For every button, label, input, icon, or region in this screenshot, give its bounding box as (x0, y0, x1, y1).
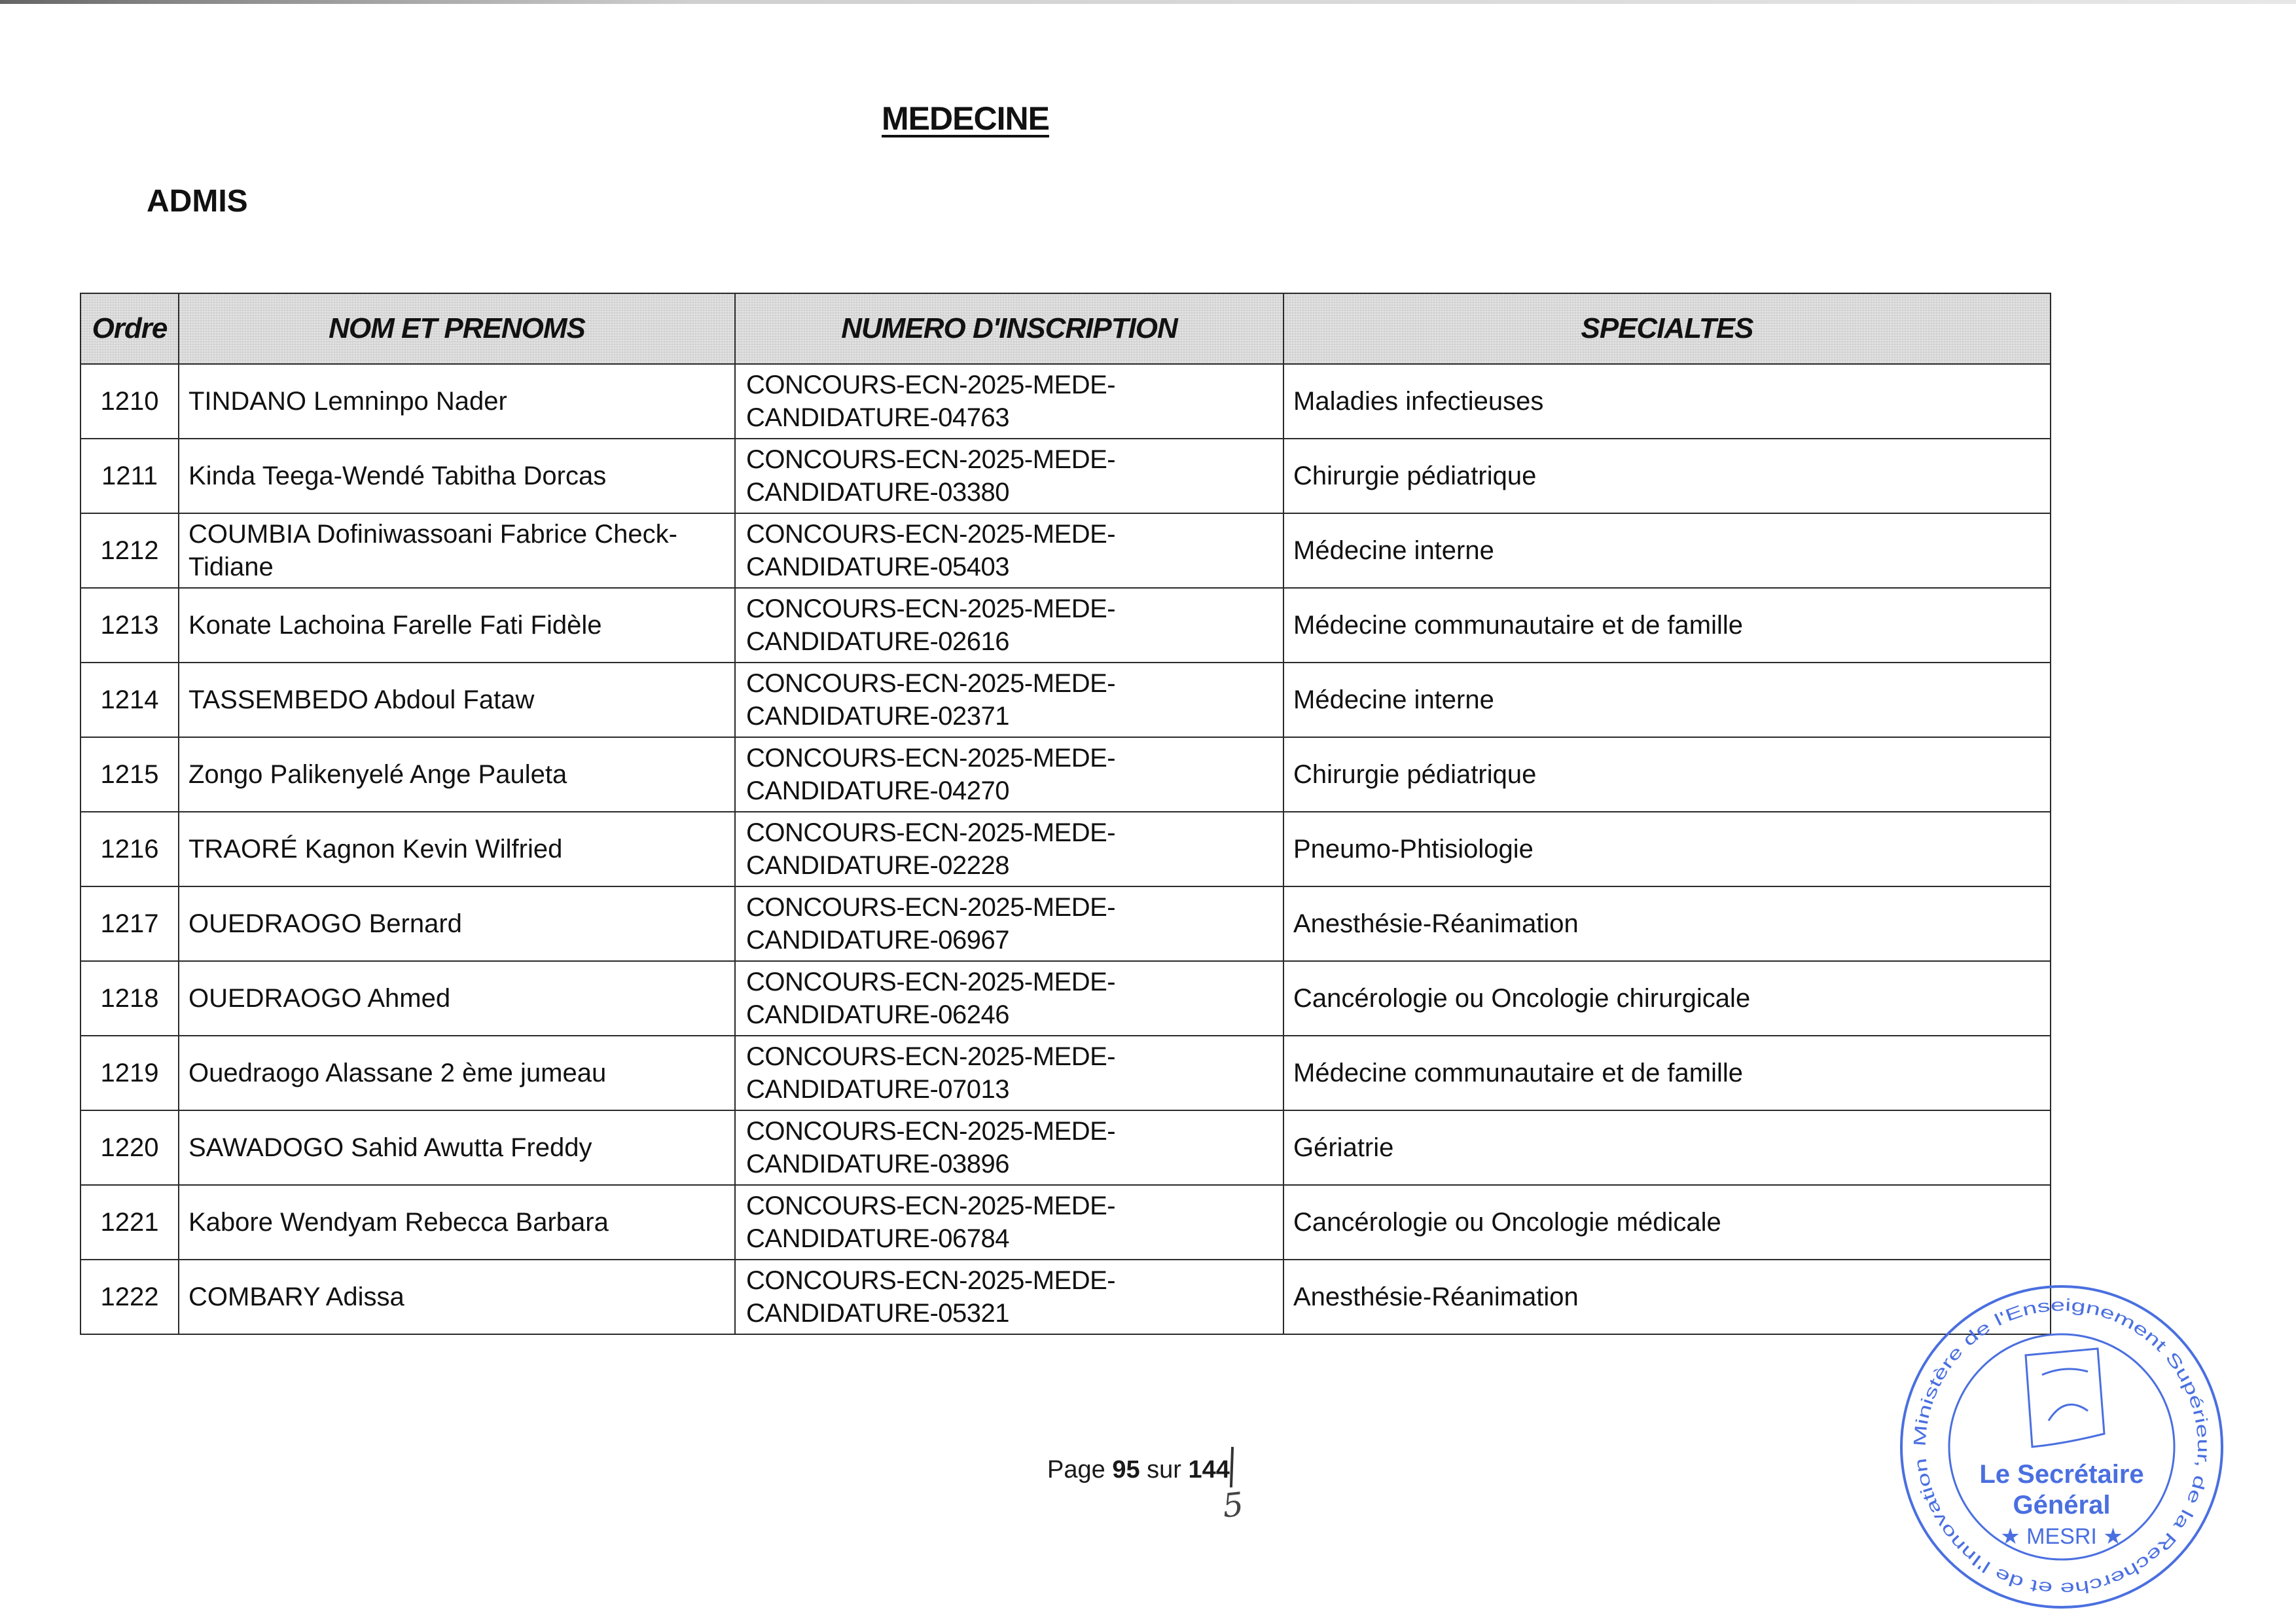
cell-specialite-specialite: Chirurgie pédiatrique (1293, 462, 1537, 490)
cell-ordre (81, 588, 179, 663)
scan-edge-artifact (0, 0, 2296, 4)
cell-numero-content (736, 816, 1283, 882)
stamp-acronym-line (2000, 1524, 2123, 1549)
cell-ordre-content (81, 833, 178, 865)
header-row (81, 293, 2051, 364)
cell-specialite-specialite: Anesthésie-Réanimation (1293, 909, 1579, 938)
header-specialite: SPECIALTES (1283, 293, 2051, 364)
cell-ordre-ordre: 1214 (100, 685, 159, 714)
cell-nom-nom: Konate Lachoina Farelle Fati Fidèle (188, 611, 602, 640)
cell-specialite (1283, 1185, 2051, 1260)
cell-numero (735, 812, 1283, 886)
cell-numero (735, 886, 1283, 961)
cell-nom-content (179, 1206, 734, 1239)
cell-ordre-ordre: 1220 (100, 1133, 159, 1162)
stamp-title-line2: Général (2013, 1491, 2111, 1520)
cell-numero (735, 1260, 1283, 1334)
cell-ordre-content (81, 982, 178, 1015)
official-stamp (1898, 1283, 2225, 1611)
cell-specialite-specialite: Médecine communautaire et de famille (1293, 611, 1744, 640)
cell-specialite (1283, 1036, 2051, 1110)
stamp-ring-text (1909, 1295, 2214, 1599)
cell-ordre-content (81, 385, 178, 418)
cell-ordre-content (81, 460, 178, 492)
cell-numero-content (736, 891, 1283, 956)
cell-ordre-ordre: 1221 (100, 1208, 159, 1237)
cell-specialite (1283, 513, 2051, 588)
cell-specialite (1283, 737, 2051, 812)
cell-nom (179, 1185, 735, 1260)
cell-specialite-specialite: Médecine interne (1293, 685, 1494, 714)
cell-numero-numero-line1: CONCOURS-ECN-2025-MEDE- (746, 1266, 1116, 1295)
cell-specialite-content (1284, 385, 2050, 418)
stamp-star-right-icon: ★ (2096, 1524, 2123, 1549)
cell-specialite (1283, 1110, 2051, 1185)
cell-numero-content (736, 369, 1283, 434)
cell-specialite (1283, 961, 2051, 1036)
cell-specialite-specialite: Chirurgie pédiatrique (1293, 760, 1537, 789)
cell-nom-nom: COUMBIA Dofiniwassoani Fabrice Check-Tidiane (188, 520, 677, 581)
cell-ordre-ordre: 1222 (100, 1283, 159, 1311)
cell-nom-nom: Kinda Teega-Wendé Tabitha Dorcas (188, 462, 607, 490)
cell-nom (179, 1036, 735, 1110)
cell-nom-content (179, 982, 734, 1015)
cell-ordre (81, 364, 179, 439)
cell-ordre-content (81, 1281, 178, 1313)
cell-nom (179, 1110, 735, 1185)
cell-specialite (1283, 588, 2051, 663)
cell-nom (179, 439, 735, 513)
cell-ordre (81, 886, 179, 961)
cell-numero-content (736, 667, 1283, 733)
cell-numero-numero-line1: CONCOURS-ECN-2025-MEDE- (746, 1192, 1116, 1220)
cell-numero-numero-line1: CONCOURS-ECN-2025-MEDE- (746, 520, 1116, 549)
cell-ordre-content (81, 683, 178, 716)
page-label: Page (1047, 1456, 1105, 1484)
cell-ordre-ordre: 1211 (101, 462, 158, 490)
cell-nom-content (179, 385, 734, 418)
cell-numero-numero-line2: CANDIDATURE-04763 (746, 403, 1009, 432)
page-current: 95 (1112, 1456, 1140, 1484)
cell-numero-numero-line2: CANDIDATURE-02228 (746, 851, 1009, 880)
section-heading: ADMIS (147, 184, 248, 219)
cell-ordre (81, 1185, 179, 1260)
cell-specialite-content (1284, 609, 2050, 642)
handwritten-strike-mark (1230, 1447, 1234, 1487)
cell-specialite-content (1284, 534, 2050, 567)
table-row (81, 439, 2051, 513)
table-row (81, 1036, 2051, 1110)
cell-numero-numero-line2: CANDIDATURE-02616 (746, 627, 1009, 656)
cell-nom-nom: TRAORÉ Kagnon Kevin Wilfried (188, 835, 563, 864)
cell-ordre-content (81, 1057, 178, 1089)
cell-specialite (1283, 886, 2051, 961)
cell-ordre-content (81, 609, 178, 642)
cell-specialite (1283, 663, 2051, 737)
cell-nom-content (179, 460, 734, 492)
page-number (1047, 1456, 1230, 1484)
header-ordre: Ordre (81, 293, 179, 364)
cell-specialite-specialite: Médecine interne (1293, 536, 1494, 565)
cell-nom (179, 1260, 735, 1334)
cell-nom-nom: TASSEMBEDO Abdoul Fataw (188, 685, 535, 714)
cell-numero-numero-line2: CANDIDATURE-05321 (746, 1299, 1009, 1328)
table-row (81, 513, 2051, 588)
header-nom: NOM ET PRENOMS (179, 293, 735, 364)
cell-specialite (1283, 439, 2051, 513)
cell-ordre-ordre: 1213 (100, 611, 159, 640)
cell-nom-content (179, 758, 734, 791)
cell-specialite-content (1284, 683, 2050, 716)
cell-numero-numero-line1: CONCOURS-ECN-2025-MEDE- (746, 818, 1116, 847)
table-row (81, 364, 2051, 439)
document-title (0, 100, 1931, 137)
cell-numero-numero-line1: CONCOURS-ECN-2025-MEDE- (746, 594, 1116, 623)
cell-numero-numero-line2: CANDIDATURE-07013 (746, 1075, 1009, 1104)
coat-of-arms-horse-icon (2049, 1404, 2088, 1421)
cell-numero-content (736, 1115, 1283, 1180)
cell-numero (735, 588, 1283, 663)
cell-ordre-ordre: 1218 (100, 984, 159, 1013)
cell-specialite (1283, 364, 2051, 439)
cell-nom (179, 886, 735, 961)
stamp-star-left-icon: ★ (2000, 1524, 2027, 1549)
cell-ordre-content (81, 1206, 178, 1239)
page-total: 144 (1188, 1456, 1230, 1484)
cell-nom-nom: Zongo Palikenyelé Ange Pauleta (188, 760, 567, 789)
cell-numero (735, 364, 1283, 439)
header-numero: NUMERO D'INSCRIPTION (735, 293, 1283, 364)
cell-ordre (81, 812, 179, 886)
cell-numero (735, 663, 1283, 737)
cell-numero-numero-line2: CANDIDATURE-06967 (746, 926, 1009, 955)
cell-nom (179, 513, 735, 588)
cell-numero-content (736, 742, 1283, 807)
cell-ordre-ordre: 1210 (100, 387, 159, 416)
cell-numero-numero-line2: CANDIDATURE-02371 (746, 702, 1009, 731)
cell-specialite-specialite: Maladies infectieuses (1293, 387, 1544, 416)
cell-numero-numero-line1: CONCOURS-ECN-2025-MEDE- (746, 893, 1116, 922)
table-row (81, 812, 2051, 886)
cell-ordre-ordre: 1215 (100, 760, 159, 789)
cell-ordre-content (81, 907, 178, 940)
cell-nom-nom: Ouedraogo Alassane 2 ème jumeau (188, 1059, 607, 1087)
cell-numero-numero-line1: CONCOURS-ECN-2025-MEDE- (746, 445, 1116, 474)
cell-nom-content (179, 907, 734, 940)
stamp-acronym: MESRI (2026, 1524, 2097, 1549)
cell-nom-nom: OUEDRAOGO Ahmed (188, 984, 451, 1013)
cell-numero-numero-line1: CONCOURS-ECN-2025-MEDE- (746, 968, 1116, 996)
stamp-ring-textpath: Ministère de l'Enseignement Supérieur, de la Recherche et de l'Innovation (1909, 1294, 2214, 1599)
cell-numero (735, 439, 1283, 513)
cell-specialite-content (1284, 1206, 2050, 1239)
cell-specialite-content (1284, 758, 2050, 791)
handwritten-correction: 5 (1221, 1485, 1246, 1525)
cell-ordre-ordre: 1216 (100, 835, 159, 864)
cell-ordre-ordre: 1212 (100, 536, 159, 565)
cell-ordre (81, 961, 179, 1036)
cell-numero (735, 1185, 1283, 1260)
cell-numero-numero-line2: CANDIDATURE-05403 (746, 553, 1009, 581)
coat-of-arms-shield-icon (2026, 1349, 2104, 1447)
cell-numero (735, 737, 1283, 812)
cell-ordre (81, 439, 179, 513)
cell-nom-nom: TINDANO Lemninpo Nader (188, 387, 507, 416)
cell-nom-content (179, 609, 734, 642)
cell-numero-content (736, 1040, 1283, 1106)
cell-numero (735, 1110, 1283, 1185)
table-row (81, 737, 2051, 812)
cell-numero (735, 961, 1283, 1036)
table-row (81, 663, 2051, 737)
cell-numero-numero-line1: CONCOURS-ECN-2025-MEDE- (746, 744, 1116, 773)
cell-nom (179, 812, 735, 886)
cell-nom-content (179, 1281, 734, 1313)
table-row (81, 1185, 2051, 1260)
cell-specialite (1283, 812, 2051, 886)
page-separator: sur (1147, 1456, 1181, 1484)
cell-specialite-specialite: Cancérologie ou Oncologie chirurgicale (1293, 984, 1751, 1013)
cell-ordre-content (81, 1131, 178, 1164)
cell-nom (179, 961, 735, 1036)
cell-specialite-content (1284, 1057, 2050, 1089)
table-row (81, 1110, 2051, 1185)
cell-nom (179, 588, 735, 663)
cell-nom-nom: OUEDRAOGO Bernard (188, 909, 462, 938)
cell-ordre-content (81, 758, 178, 791)
cell-numero-content (736, 966, 1283, 1031)
cell-ordre (81, 663, 179, 737)
table-body (81, 364, 2051, 1334)
cell-specialite-specialite: Anesthésie-Réanimation (1293, 1283, 1579, 1311)
coat-of-arms-banner-icon (2042, 1369, 2088, 1375)
cell-ordre (81, 1110, 179, 1185)
cell-specialite-content (1284, 907, 2050, 940)
cell-numero-numero-line1: CONCOURS-ECN-2025-MEDE- (746, 1117, 1116, 1146)
cell-numero-content (736, 592, 1283, 658)
cell-numero-numero-line1: CONCOURS-ECN-2025-MEDE- (746, 371, 1116, 399)
cell-numero-numero-line2: CANDIDATURE-04270 (746, 776, 1009, 805)
cell-ordre-ordre: 1219 (100, 1059, 159, 1087)
cell-ordre-ordre: 1217 (100, 909, 159, 938)
cell-numero (735, 513, 1283, 588)
cell-numero-numero-line1: CONCOURS-ECN-2025-MEDE- (746, 669, 1116, 698)
cell-nom-nom: COMBARY Adissa (188, 1283, 404, 1311)
cell-specialite-specialite: Gériatrie (1293, 1133, 1394, 1162)
cell-numero-content (736, 443, 1283, 509)
results-table (80, 293, 2051, 1335)
cell-specialite-specialite: Cancérologie ou Oncologie médicale (1293, 1208, 1721, 1237)
cell-ordre-content (81, 534, 178, 567)
cell-nom (179, 663, 735, 737)
cell-numero (735, 1036, 1283, 1110)
cell-specialite-content (1284, 833, 2050, 865)
cell-numero-numero-line2: CANDIDATURE-03380 (746, 478, 1009, 507)
cell-specialite-content (1284, 460, 2050, 492)
cell-specialite-content (1284, 1131, 2050, 1164)
table-header (81, 293, 2051, 364)
cell-numero-numero-line2: CANDIDATURE-03896 (746, 1150, 1009, 1178)
cell-nom-content (179, 1057, 734, 1089)
cell-numero-numero-line1: CONCOURS-ECN-2025-MEDE- (746, 1042, 1116, 1071)
cell-specialite-specialite: Pneumo-Phtisiologie (1293, 835, 1534, 864)
cell-ordre (81, 513, 179, 588)
cell-nom-content (179, 833, 734, 865)
table-row (81, 886, 2051, 961)
table-row (81, 961, 2051, 1036)
document-title-text: MEDECINE (882, 100, 1049, 137)
cell-ordre (81, 1260, 179, 1334)
cell-numero-numero-line2: CANDIDATURE-06784 (746, 1224, 1009, 1253)
cell-nom-content (179, 683, 734, 716)
cell-numero-content (736, 1264, 1283, 1330)
cell-numero-content (736, 518, 1283, 583)
stamp-title-line1: Le Secrétaire (1979, 1460, 2144, 1489)
cell-nom-nom: SAWADOGO Sahid Awutta Freddy (188, 1133, 592, 1162)
cell-nom (179, 737, 735, 812)
cell-nom-content (179, 1131, 734, 1164)
cell-numero-content (736, 1190, 1283, 1255)
cell-specialite-specialite: Médecine communautaire et de famille (1293, 1059, 1744, 1087)
cell-nom (179, 364, 735, 439)
table-row (81, 1260, 2051, 1334)
table-row (81, 588, 2051, 663)
cell-nom-nom: Kabore Wendyam Rebecca Barbara (188, 1208, 609, 1237)
cell-numero-numero-line2: CANDIDATURE-06246 (746, 1000, 1009, 1029)
cell-nom-content (179, 518, 734, 583)
cell-specialite-content (1284, 982, 2050, 1015)
cell-ordre (81, 737, 179, 812)
cell-ordre (81, 1036, 179, 1110)
